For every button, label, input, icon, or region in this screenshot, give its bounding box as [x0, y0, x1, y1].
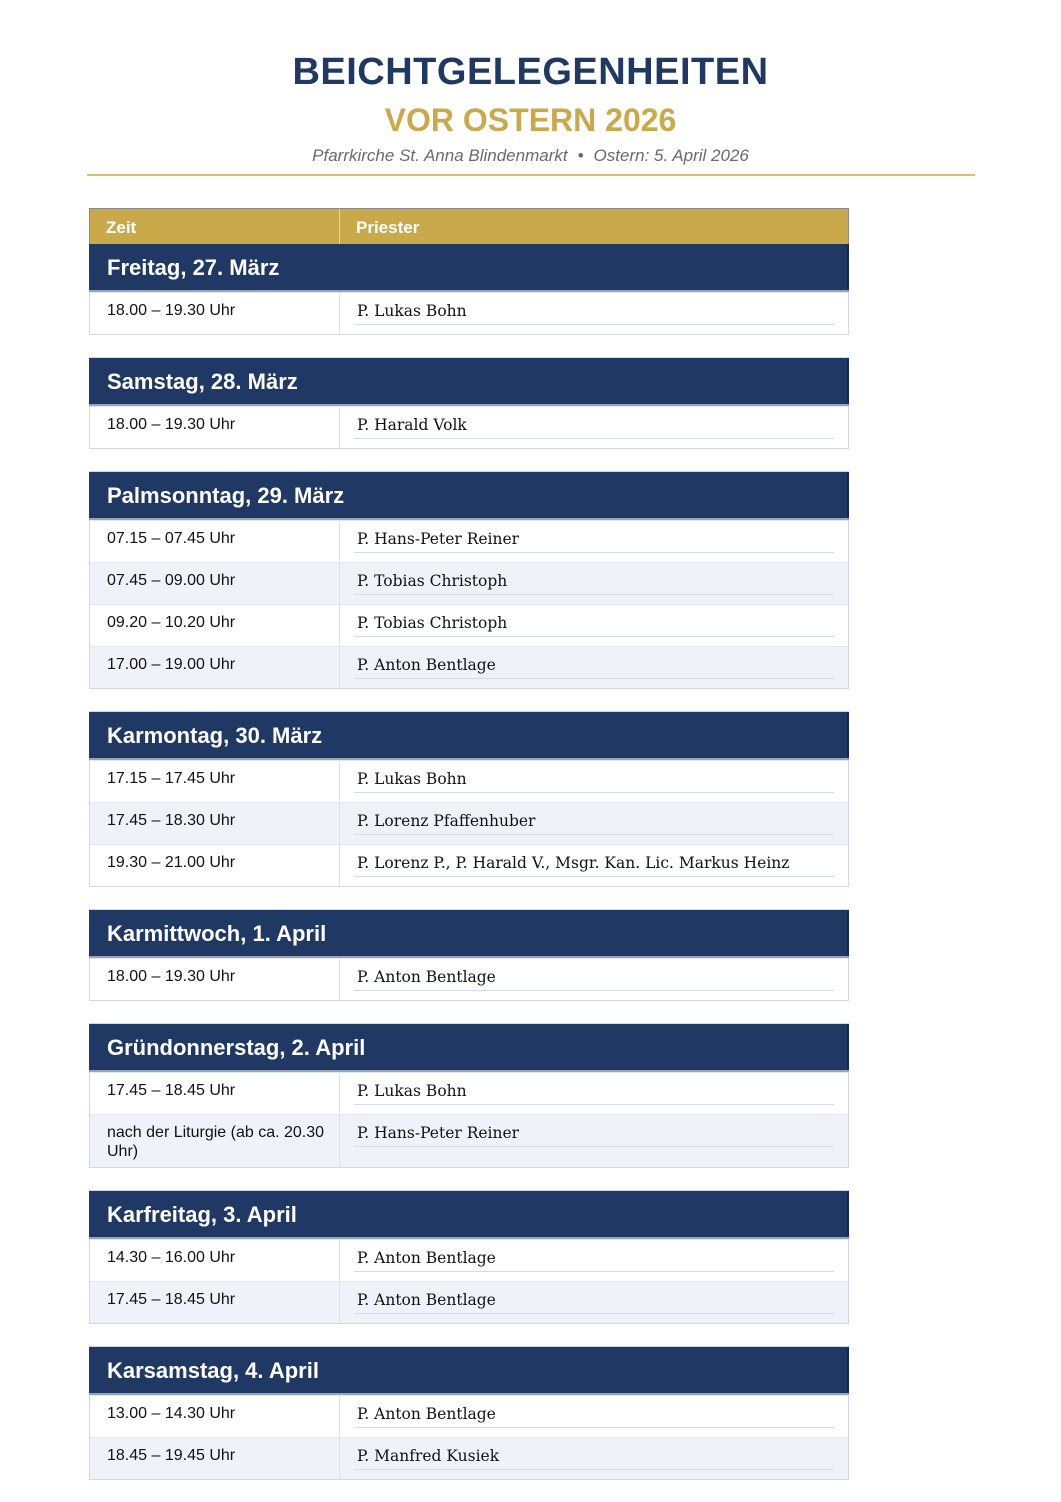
slot-priest: P. Tobias Christoph [354, 613, 834, 637]
slot-priest-cell [340, 845, 848, 886]
slot-priest: P. Anton Bentlage [354, 1404, 834, 1428]
table-row [90, 1437, 848, 1479]
slot-time: 17.45 – 18.45 Uhr [90, 1282, 340, 1323]
easter-date: Ostern: 5. April 2026 [593, 146, 749, 165]
slot-time: 07.15 – 07.45 Uhr [90, 521, 340, 562]
table-row [90, 802, 848, 844]
slot-priest: P. Lukas Bohn [354, 769, 834, 793]
header-divider [87, 174, 975, 176]
slot-priest-cell [340, 1438, 848, 1479]
slot-priest: P. Hans-Peter Reiner [354, 1123, 834, 1147]
day-block [89, 357, 849, 449]
page-title: BEICHTGELEGENHEITEN [292, 51, 769, 93]
slot-priest-cell [340, 407, 848, 448]
slot-priest: P. Lorenz Pfaffenhuber [354, 811, 834, 835]
table-row [90, 844, 848, 886]
column-header-row [89, 208, 849, 244]
slot-priest-cell [340, 1240, 848, 1281]
slot-priest: P. Anton Bentlage [354, 1248, 834, 1272]
day-block [89, 1346, 849, 1480]
day-heading: Karmontag, 30. März [89, 712, 849, 760]
day-heading: Karmittwoch, 1. April [89, 910, 849, 958]
table-row [90, 1281, 848, 1323]
slot-priest-cell [340, 1282, 848, 1323]
day-heading: Freitag, 27. März [89, 244, 849, 292]
slot-priest-cell [340, 647, 848, 688]
day-heading: Palmsonntag, 29. März [89, 472, 849, 520]
slot-time: 18.00 – 19.30 Uhr [90, 959, 340, 1000]
table-row [90, 1072, 848, 1114]
church-name: Pfarrkirche St. Anna Blindenmarkt [312, 146, 568, 165]
slot-time: 09.20 – 10.20 Uhr [90, 605, 340, 646]
slot-time: 13.00 – 14.30 Uhr [90, 1396, 340, 1437]
slot-priest-cell [340, 521, 848, 562]
table-row [90, 520, 848, 562]
slot-time: 17.45 – 18.45 Uhr [90, 1073, 340, 1114]
table-row [90, 958, 848, 1000]
day-block [89, 1190, 849, 1324]
page-header [0, 50, 1061, 167]
slot-priest: P. Anton Bentlage [354, 967, 834, 991]
column-header-priest: Priester [356, 218, 420, 237]
page-meta [0, 145, 1061, 167]
slot-priest: P. Anton Bentlage [354, 1290, 834, 1314]
table-row [90, 760, 848, 802]
slot-time: 17.00 – 19.00 Uhr [90, 647, 340, 688]
slot-priest-cell [340, 959, 848, 1000]
day-block [89, 471, 849, 689]
day-block [89, 711, 849, 887]
slot-priest: P. Manfred Kusiek [354, 1446, 834, 1470]
slot-time: 07.45 – 09.00 Uhr [90, 563, 340, 604]
slot-priest-cell [340, 1073, 848, 1114]
meta-separator: • [577, 146, 584, 165]
table-row [90, 1395, 848, 1437]
slot-priest: P. Anton Bentlage [354, 655, 834, 679]
slot-priest: P. Tobias Christoph [354, 571, 834, 595]
slot-time: 17.15 – 17.45 Uhr [90, 761, 340, 802]
slot-priest-cell [340, 605, 848, 646]
day-heading: Samstag, 28. März [89, 358, 849, 406]
table-row [90, 562, 848, 604]
slot-priest-cell [340, 293, 848, 334]
slot-time: 18.45 – 19.45 Uhr [90, 1438, 340, 1479]
slot-priest: P. Hans-Peter Reiner [354, 529, 834, 553]
slot-priest: P. Lukas Bohn [354, 301, 834, 325]
table-row [90, 1114, 848, 1167]
slot-priest-cell [340, 803, 848, 844]
slot-time: nach der Liturgie (ab ca. 20.30 Uhr) [90, 1115, 340, 1167]
table-row [90, 406, 848, 448]
slot-time: 17.45 – 18.30 Uhr [90, 803, 340, 844]
slot-time: 14.30 – 16.00 Uhr [90, 1240, 340, 1281]
slot-priest-cell [340, 761, 848, 802]
slot-priest: P. Harald Volk [354, 415, 834, 439]
table-row [90, 1239, 848, 1281]
slot-priest-cell [340, 563, 848, 604]
confession-schedule [89, 208, 849, 1502]
day-heading: Karfreitag, 3. April [89, 1191, 849, 1239]
table-row [90, 292, 848, 334]
slot-priest-cell [340, 1396, 848, 1437]
slot-priest: P. Lukas Bohn [354, 1081, 834, 1105]
day-block [89, 244, 849, 335]
day-block [89, 1023, 849, 1168]
day-heading: Karsamstag, 4. April [89, 1347, 849, 1395]
slot-time: 18.00 – 19.30 Uhr [90, 407, 340, 448]
slot-priest: P. Lorenz P., P. Harald V., Msgr. Kan. Lic. Markus Heinz [354, 853, 834, 877]
column-header-time: Zeit [90, 209, 340, 244]
day-heading: Gründonnerstag, 2. April [89, 1024, 849, 1072]
day-block [89, 909, 849, 1001]
table-row [90, 646, 848, 688]
table-row [90, 604, 848, 646]
slot-time: 18.00 – 19.30 Uhr [90, 293, 340, 334]
slot-priest-cell [340, 1115, 848, 1167]
slot-time: 19.30 – 21.00 Uhr [90, 845, 340, 886]
page-subtitle: VOR OSTERN 2026 [384, 102, 677, 138]
